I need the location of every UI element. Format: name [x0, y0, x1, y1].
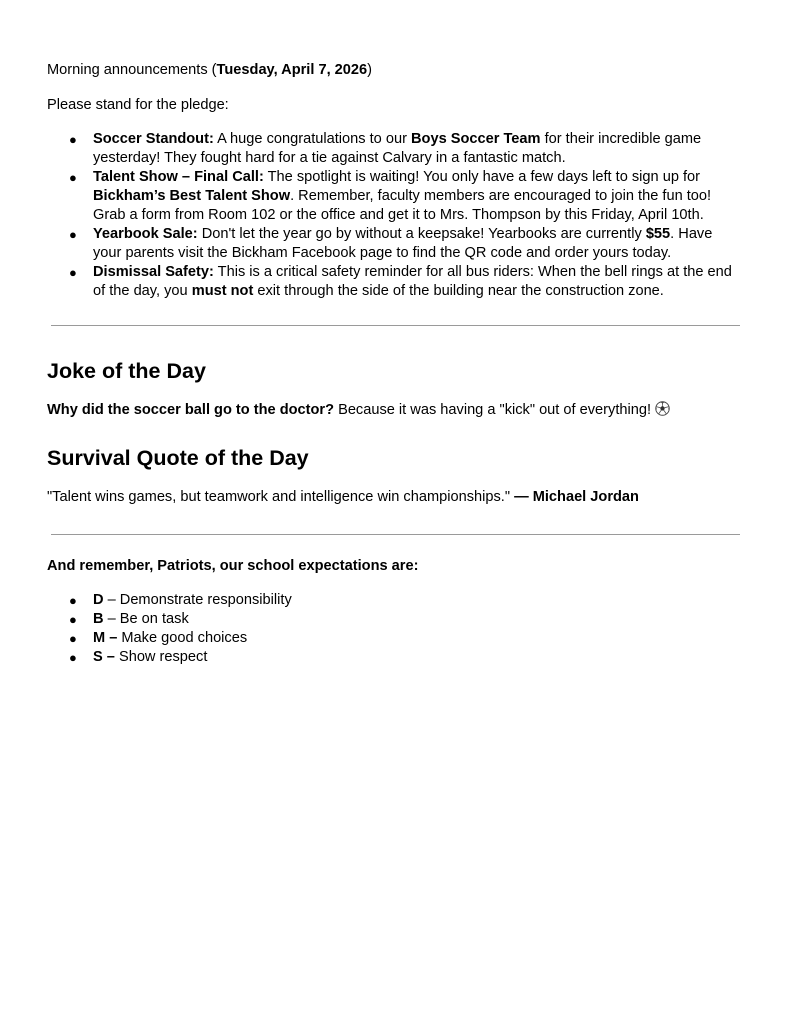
joke-heading: Joke of the Day: [47, 359, 206, 383]
expectation-text: Demonstrate responsibility: [119, 592, 292, 608]
expectation-item: [0, 591, 743, 610]
joke-question: Why did the soccer ball go to the doctor?: [47, 402, 335, 418]
joke-line: [47, 401, 670, 420]
bullet-icon: ●: [69, 650, 77, 665]
expectation-letter: D: [93, 592, 104, 608]
show-name: Bickham’s Best Talent Show: [93, 188, 291, 204]
bullet-icon: ●: [69, 132, 77, 147]
quote-author: — Michael Jordan: [514, 489, 639, 505]
yearbook-price: $55: [645, 226, 671, 242]
announcement-list: [0, 130, 743, 301]
announcement-yearbook: [0, 225, 743, 263]
announcement-talent: [0, 168, 743, 225]
intro-suffix: ): [367, 62, 373, 78]
soccer-ball-icon: [655, 401, 670, 416]
joke-answer: Because it was having a "kick" out of everything!: [334, 402, 656, 418]
announcement-text: This is a critical safety reminder for all bus riders: When the bell rings at the end of the day, you: [93, 264, 732, 299]
quote-heading: Survival Quote of the Day: [47, 446, 309, 470]
bullet-icon: ●: [69, 612, 77, 627]
expectations-list: [0, 591, 743, 667]
quote-line: [47, 488, 639, 507]
bullet-icon: ●: [69, 593, 77, 608]
expectation-item: [0, 648, 743, 667]
horizontal-divider: [51, 325, 740, 326]
expectation-letter: S –: [93, 649, 115, 665]
bullet-icon: ●: [69, 265, 77, 280]
intro-line: [47, 61, 372, 80]
announcement-date: Tuesday, April 7, 2026: [216, 62, 368, 78]
expectation-text: Be on task: [119, 611, 189, 627]
announcement-dismissal: [0, 263, 743, 301]
announcement-text: exit through the side of the building near the construction zone.: [253, 283, 664, 299]
expectation-letter: B: [93, 611, 104, 627]
announcement-text: for their incredible game yesterday! They fought hard for a tie against Calvary in a fantastic match.: [93, 131, 702, 166]
quote-text: "Talent wins games, but teamwork and intelligence win championships.": [47, 489, 515, 505]
expectation-separator: –: [103, 592, 120, 608]
expectation-separator: –: [103, 611, 120, 627]
announcement-soccer: [0, 130, 743, 168]
expectation-text: Make good choices: [121, 630, 248, 646]
pledge-line: Please stand for the pledge:: [47, 97, 229, 113]
expectation-text: Show respect: [118, 649, 208, 665]
announcement-text: . Remember, faculty members are encouraged to join the fun too! Grab a form from Room 102 or the office and get it to Mrs. Thompson by this Friday, April 10th.: [93, 188, 712, 223]
emphasis-text: must not: [191, 283, 254, 299]
announcement-title: Yearbook Sale:: [93, 226, 198, 242]
expectation-letter: M –: [93, 630, 118, 646]
bullet-icon: ●: [69, 170, 77, 185]
team-name: Boys Soccer Team: [411, 131, 541, 147]
intro-prefix: Morning announcements (: [47, 62, 217, 78]
announcement-text: . Have your parents visit the Bickham Facebook page to find the QR code and order yours today.: [93, 226, 713, 261]
horizontal-divider: [51, 534, 740, 535]
expectation-item: [0, 610, 743, 629]
announcement-text: Don't let the year go by without a keepsake! Yearbooks are currently: [197, 226, 646, 242]
expectation-item: [0, 629, 743, 648]
expectations-intro: And remember, Patriots, our school expectations are:: [47, 558, 419, 574]
announcement-text: The spotlight is waiting! You only have a few days left to sign up for: [263, 169, 701, 185]
announcement-title: Dismissal Safety:: [93, 264, 214, 280]
announcement-title: Talent Show – Final Call:: [93, 169, 264, 185]
bullet-icon: ●: [69, 631, 77, 646]
announcement-text: A huge congratulations to our: [213, 131, 411, 147]
announcement-title: Soccer Standout:: [93, 131, 214, 147]
bullet-icon: ●: [69, 227, 77, 242]
